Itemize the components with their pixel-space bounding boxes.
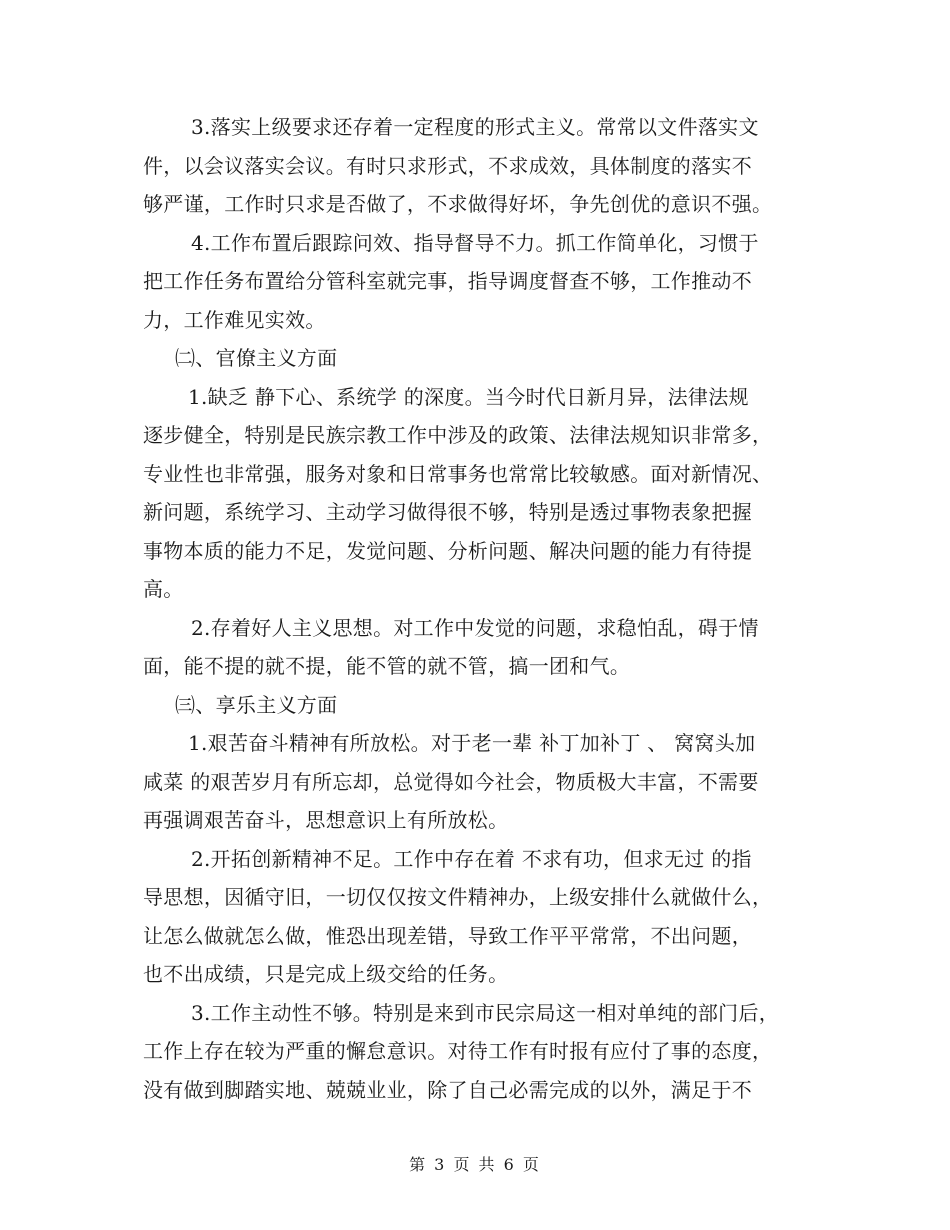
section-heading: ㈡、官僚主义方面 bbox=[175, 346, 338, 370]
paragraph-line: 也不出成绩，只是完成上级交给的任务。 bbox=[143, 962, 509, 986]
paragraph-line: 咸菜 的艰苦岁月有所忘却，总觉得如今社会，物质极大丰富，不需要 bbox=[143, 769, 759, 794]
paragraph-line: 3.工作主动性不够。特别是来到市民宗局这一相对单纯的部门后， bbox=[191, 1000, 780, 1025]
paragraph-line: 把工作任务布置给分管科室就完事，指导调度督查不够，工作推动不 bbox=[143, 269, 752, 293]
paragraph-line: 1.缺乏 静下心、系统学 的深度。当今时代日新月异，法律法规 bbox=[188, 384, 749, 409]
paragraph-line: 面，能不提的就不提，能不管的就不管，搞一团和气。 bbox=[143, 654, 631, 678]
section-heading: ㈢、享乐主义方面 bbox=[175, 692, 338, 717]
paragraph-line: 力，工作难见实效。 bbox=[143, 307, 326, 332]
paragraph-line: 导思想，因循守旧，一切仅仅按文件精神办，上级安排什么就做什么， bbox=[143, 885, 773, 909]
paragraph-line: 专业性也非常强，服务对象和日常事务也常常比较敏感。面对新情况、 bbox=[143, 461, 773, 486]
paragraph-line: 2.存着好人主义思想。对工作中发觉的问题，求稳怕乱，碍于情 bbox=[191, 615, 759, 640]
paragraph-line: 工作上存在较为严重的懈怠意识。对待工作有时报有应付了事的态度， bbox=[143, 1039, 773, 1063]
paragraph-line: 2.开拓创新精神不足。工作中存在着 不求有功，但求无过 的指 bbox=[191, 846, 752, 871]
paragraph-line: 够严谨，工作时只求是否做了，不求做得好坏，争先创优的意识不强。 bbox=[143, 192, 773, 216]
paragraph-line: 1.艰苦奋斗精神有所放松。对于老一辈 补丁加补丁 、 窝窝头加 bbox=[188, 731, 756, 755]
paragraph-line: 让怎么做就怎么做，惟恐出现差错，导致工作平平常常，不出问题， bbox=[143, 923, 752, 948]
page-number-footer: 第 3 页 共 6 页 bbox=[409, 1155, 541, 1174]
paragraph-line: 新问题，系统学习、主动学习做得很不够，特别是透过事物表象把握 bbox=[143, 500, 752, 524]
document-body bbox=[143, 108, 809, 1109]
paragraph-line: 再强调艰苦奋斗，思想意识上有所放松。 bbox=[143, 808, 509, 832]
paragraph-line: 4.工作布置后跟踪问效、指导督导不力。抓工作简单化，习惯于 bbox=[191, 230, 759, 255]
paragraph-line: 事物本质的能力不足，发觉问题、分析问题、解决问题的能力有待提 bbox=[143, 538, 752, 563]
paragraph-line: 件，以会议落实会议。有时只求形式，不求成效，具体制度的落实不 bbox=[143, 153, 752, 178]
paragraph-line: 没有做到脚踏实地、兢兢业业，除了自己必需完成的以外，满足于不 bbox=[143, 1077, 752, 1102]
paragraph-line: 3.落实上级要求还存着一定程度的形式主义。常常以文件落实文 bbox=[191, 115, 759, 139]
paragraph-line: 逐步健全，特别是民族宗教工作中涉及的政策、法律法规知识非常多， bbox=[143, 423, 773, 447]
paragraph-line: 高。 bbox=[143, 577, 184, 601]
